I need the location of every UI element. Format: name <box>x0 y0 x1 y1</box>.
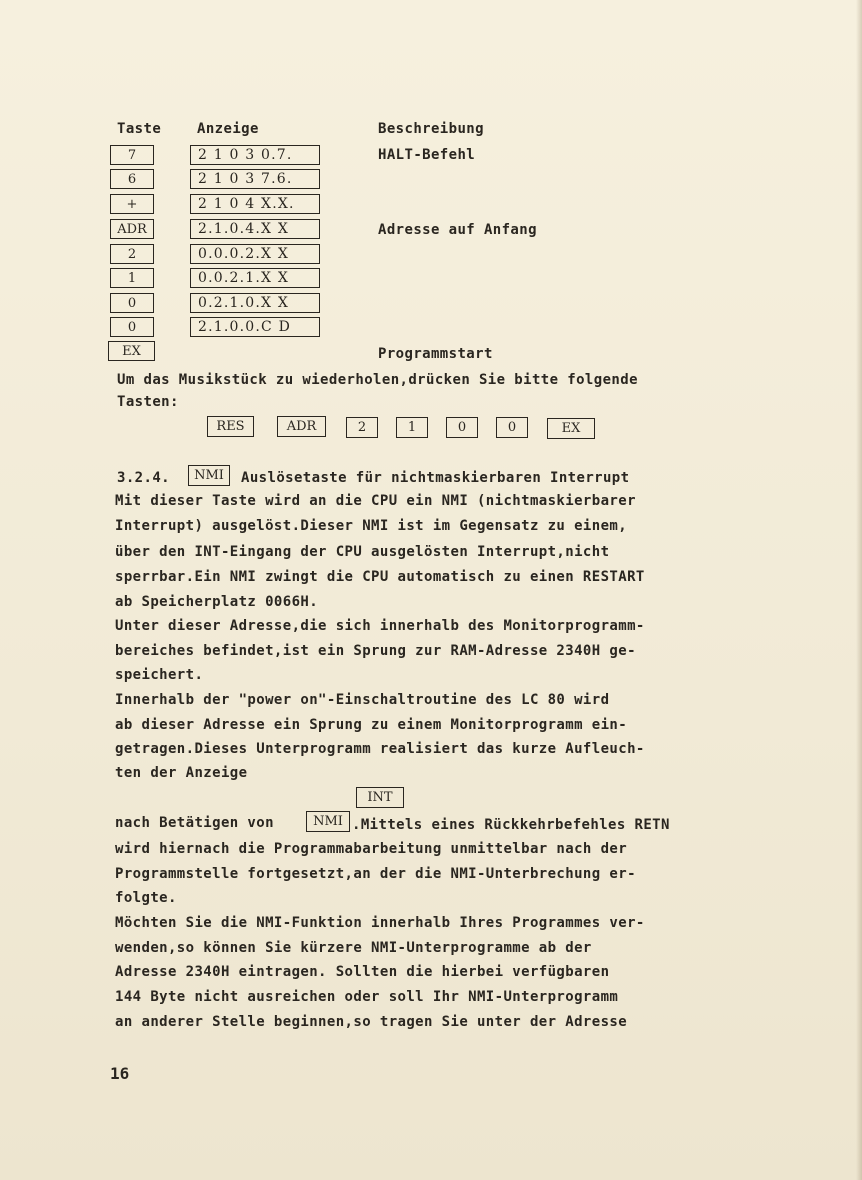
body-line: Programmstelle fortgesetzt,an der die NMI-Unterbrechung er- <box>115 866 636 882</box>
body-line: ten der Anzeige <box>115 765 248 781</box>
sequence-key: ADR <box>277 416 326 437</box>
sequence-key: 0 <box>446 417 478 438</box>
body-line: Innerhalb der "power on"-Einschaltroutine des LC 80 wird <box>115 692 610 708</box>
anzeige-display: 2 1 0 4 X.X. <box>190 194 320 214</box>
after-line-prefix: nach Betätigen von <box>115 815 274 831</box>
body-line: Adresse 2340H eintragen. Sollten die hierbei verfügbaren <box>115 964 610 980</box>
header-taste: Taste <box>117 121 162 137</box>
sequence-key: 2 <box>346 417 378 438</box>
body-line: Interrupt) ausgelöst.Dieser NMI ist im Gegensatz zu einem, <box>115 518 628 534</box>
body-line: bereiches befindet,ist ein Sprung zur RAM-Adresse 2340H ge- <box>115 643 636 659</box>
taste-key: EX <box>108 341 155 361</box>
sequence-key: EX <box>547 418 595 439</box>
body-line: sperrbar.Ein NMI zwingt die CPU automatisch zu einen RESTART <box>115 569 645 585</box>
anzeige-display: 0.0.0.2.X X <box>190 244 320 264</box>
taste-key: 2 <box>110 244 154 264</box>
anzeige-display: 0.0.2.1.X X <box>190 268 320 288</box>
body-line: an anderer Stelle beginnen,so tragen Sie unter der Adresse <box>115 1014 628 1030</box>
body-line: Möchten Sie die NMI-Funktion innerhalb Ihres Programmes ver- <box>115 915 645 931</box>
body-line: folgte. <box>115 890 177 906</box>
anzeige-display: 2.1.0.0.C D <box>190 317 320 337</box>
anzeige-display: 2 1 0 3 0.7. <box>190 145 320 165</box>
body-line: 144 Byte nicht ausreichen oder soll Ihr NMI-Unterprogramm <box>115 989 619 1005</box>
beschreibung-text: Programmstart <box>378 346 493 362</box>
taste-key: 0 <box>110 293 154 313</box>
taste-key: 1 <box>110 268 154 288</box>
sequence-key: 1 <box>396 417 428 438</box>
sequence-key: RES <box>207 416 254 437</box>
nmi-key: NMI <box>188 465 230 486</box>
anzeige-display: 2.1.0.4.X X <box>190 219 320 239</box>
body-line: speichert. <box>115 667 204 683</box>
beschreibung-text: Adresse auf Anfang <box>378 222 537 238</box>
repeat-text-line: Tasten: <box>117 394 179 410</box>
page-edge-shadow <box>856 0 862 1180</box>
body-line: getragen.Dieses Unterprogramm realisiert das kurze Aufleuch- <box>115 741 645 757</box>
body-line: wird hiernach die Programmabarbeitung unmittelbar nach der <box>115 841 628 857</box>
after-line-suffix: .Mittels eines Rückkehrbefehles RETN <box>352 817 670 833</box>
beschreibung-text: HALT-Befehl <box>378 147 476 163</box>
section-number: 3.2.4. <box>117 470 170 486</box>
body-line: ab Speicherplatz 0066H. <box>115 594 319 610</box>
section-title: Auslösetaste für nichtmaskierbaren Interrupt <box>241 470 630 486</box>
taste-key: 6 <box>110 169 154 189</box>
body-line: ab dieser Adresse ein Sprung zu einem Monitorprogramm ein- <box>115 717 628 733</box>
body-line: wenden,so können Sie kürzere NMI-Unterprogramme ab der <box>115 940 592 956</box>
page-number: 16 <box>110 1064 130 1083</box>
nmi-key-inline: NMI <box>306 811 350 832</box>
body-line: über den INT-Eingang der CPU ausgelösten Interrupt,nicht <box>115 544 610 560</box>
header-anzeige: Anzeige <box>197 121 259 137</box>
sequence-key: 0 <box>496 417 528 438</box>
anzeige-display: 0.2.1.0.X X <box>190 293 320 313</box>
body-line: Mit dieser Taste wird an die CPU ein NMI (nichtmaskierbarer <box>115 493 636 509</box>
header-beschreibung: Beschreibung <box>378 121 484 137</box>
anzeige-display: 2 1 0 3 7.6. <box>190 169 320 189</box>
taste-key: ADR <box>110 219 154 239</box>
body-line: Unter dieser Adresse,die sich innerhalb des Monitorprogramm- <box>115 618 645 634</box>
repeat-text-line: Um das Musikstück zu wiederholen,drücken Sie bitte folgende <box>117 372 638 388</box>
int-key: INT <box>356 787 404 808</box>
taste-key: 0 <box>110 317 154 337</box>
taste-key: + <box>110 194 154 214</box>
taste-key: 7 <box>110 145 154 165</box>
